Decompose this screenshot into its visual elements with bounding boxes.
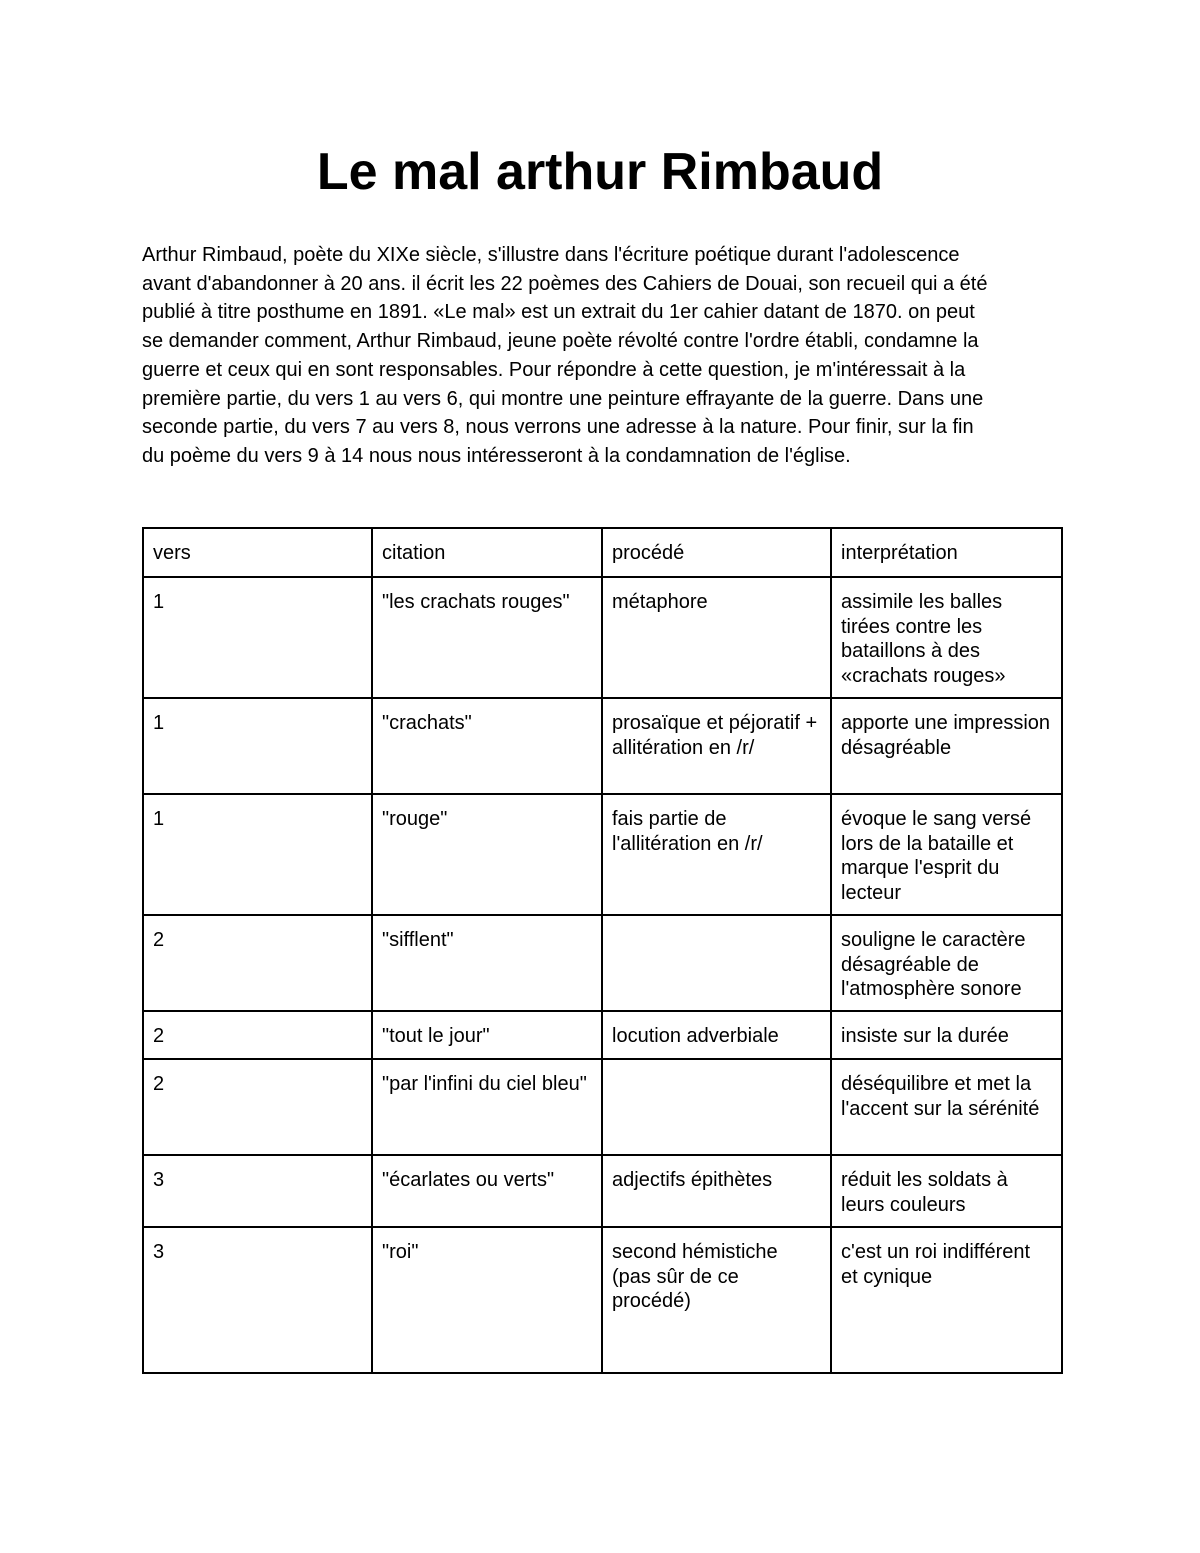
analysis-table [142,527,1063,1374]
cell-citation: "par l'infini du ciel bleu" [372,1059,602,1155]
cell-procede: adjectifs épithètes [602,1155,831,1227]
table-row [143,794,1062,915]
cell-interpretation: c'est un roi indifférent et cynique [831,1227,1062,1373]
page-title: Le mal arthur Rimbaud [316,143,884,201]
cell-vers: 3 [143,1155,372,1227]
table-row [143,698,1062,794]
cell-procede: locution adverbiale [602,1011,831,1059]
table-row [143,915,1062,1011]
cell-interpretation: apporte une impression désagréable [831,698,1062,794]
cell-citation: "roi" [372,1227,602,1373]
cell-interpretation: souligne le caractère désagréable de l'atmosphère sonore [831,915,1062,1011]
cell-interpretation: insiste sur la durée [831,1011,1062,1059]
intro-paragraph: Arthur Rimbaud, poète du XIXe siècle, s'illustre dans l'écriture poétique durant l'adolescence avant d'abandonner à 20 ans. il écrit les 22 poèmes des Cahiers de Douai, son recueil qui a été publié à titre posthume en 1891. «Le mal» est un extrait du 1er cahier datant de 1870. on peut se demander comment, Arthur Rimbaud, jeune poète révolté contre l'ordre établi, condamne la guerre et ceux qui en sont responsables. Pour répondre à cette question, je m'intéressait à la première partie, du vers 1 au vers 6, qui montre une peinture effrayante de la guerre. Dans une seconde partie, du vers 7 au vers 8, nous verrons une adresse à la nature. Pour finir, sur la fin du poème du vers 9 à 14 nous nous intéresseront à la condamnation de l'église. [142,244,988,467]
cell-procede [602,1059,831,1155]
cell-vers: 1 [143,577,372,698]
table-row [143,577,1062,698]
header-cell-citation: citation [372,528,602,577]
cell-vers: 3 [143,1227,372,1373]
cell-interpretation: assimile les balles tirées contre les bataillons à des «crachats rouges» [831,577,1062,698]
cell-citation: "crachats" [372,698,602,794]
cell-citation: "tout le jour" [372,1011,602,1059]
table-row [143,1155,1062,1227]
cell-vers: 1 [143,698,372,794]
cell-citation: "rouge" [372,794,602,915]
cell-procede: fais partie de l'allitération en /r/ [602,794,831,915]
table-row [143,1227,1062,1373]
cell-interpretation: évoque le sang versé lors de la bataille et marque l'esprit du lecteur [831,794,1062,915]
cell-citation: "les crachats rouges" [372,577,602,698]
cell-vers: 1 [143,794,372,915]
table-row [143,1059,1062,1155]
cell-citation: "sifflent" [372,915,602,1011]
cell-procede: second hémistiche (pas sûr de ce procédé) [602,1227,831,1373]
cell-vers: 2 [143,1011,372,1059]
cell-interpretation: réduit les soldats à leurs couleurs [831,1155,1062,1227]
cell-vers: 2 [143,1059,372,1155]
cell-procede: prosaïque et péjoratif + allitération en /r/ [602,698,831,794]
header-cell-vers: vers [143,528,372,577]
cell-interpretation: déséquilibre et met la l'accent sur la sérénité [831,1059,1062,1155]
table-header-row [143,528,1062,577]
header-cell-interpretation: interprétation [831,528,1062,577]
header-cell-procede: procédé [602,528,831,577]
cell-citation: "écarlates ou verts" [372,1155,602,1227]
cell-procede [602,915,831,1011]
cell-procede: métaphore [602,577,831,698]
cell-vers: 2 [143,915,372,1011]
table-row [143,1011,1062,1059]
